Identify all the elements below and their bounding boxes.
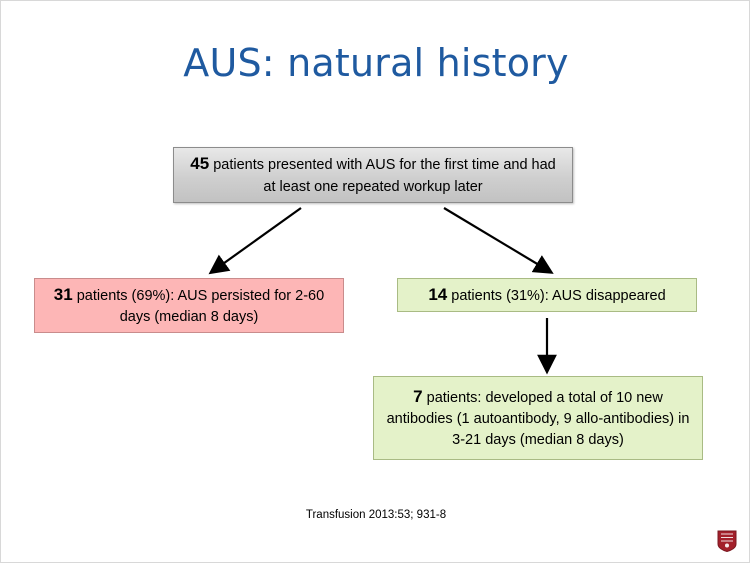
box-aus-persisted xyxy=(34,278,344,333)
box-persisted-text: patients (69%): AUS persisted for 2-60 days (median 8 days) xyxy=(72,287,325,326)
citation-text: Transfusion 2013:53; 931-8 xyxy=(305,509,447,521)
box-root-cohort xyxy=(173,147,573,203)
box-antibodies-text: patients: developed a total of 10 new antibodies (1 autoantibody, 9 allo-antibodies) in 3-21 days (median 8 days) xyxy=(386,389,690,449)
box-new-antibodies xyxy=(373,376,703,460)
box-persisted-number: 31 xyxy=(53,284,73,304)
box-disappeared-number: 14 xyxy=(428,284,448,304)
box-antibodies-number: 7 xyxy=(413,386,423,406)
box-root-number: 45 xyxy=(190,154,210,174)
box-disappeared-text: patients (31%): AUS disappeared xyxy=(447,287,666,304)
box-root-text: patients presented with AUS for the first time and had at least one repeated workup later xyxy=(209,157,556,195)
institution-crest-icon xyxy=(717,530,737,552)
box-aus-disappeared xyxy=(397,278,697,312)
arrow-root-to-persisted xyxy=(213,208,301,271)
page-title: AUS: natural history xyxy=(183,41,569,85)
arrow-root-to-disappeared xyxy=(444,208,549,271)
